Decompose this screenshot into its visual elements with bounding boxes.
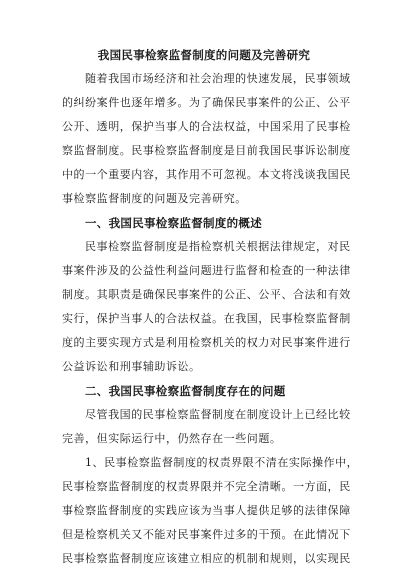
section1-line: 度的主要实现方式是利用检察机关的权力对民事案件进行 [62,336,351,349]
section1-line: 制度。其职责是确保民事案件的公正、公平、合法和有效 [62,288,351,301]
section2-line: 尽管我国的民事检察监督制度在制度设计上已经比较 [85,408,351,421]
intro-line: 的纠纷案件也逐年增多。为了确保民事案件的公正、公平 [62,96,351,109]
intro-line: 公开、透明，保护当事人的合法权益，中国采用了民事检 [62,120,351,133]
intro-line: 随着我国市场经济和社会治理的快速发展，民事领域 [85,72,351,85]
section1-line: 事案件涉及的公益性利益问题进行监督和检查的一种法律 [62,264,351,277]
intro-line: 中的一个重要内容，其作用不可忽视。本文将浅谈我国民 [62,168,351,181]
intro-line: 察监督制度。民事检察监督制度是目前我国民事诉讼制度 [62,144,351,157]
intro-line: 事检察监督制度的问题及完善研究。 [62,192,247,205]
section1-line: 公益诉讼和刑事辅助诉讼。 [62,360,201,373]
section2-line: 1、民事检察监督制度的权责界限不清在实际操作中， [85,456,359,469]
section2-line: 事检察监督制度的实践应该为当事人提供足够的法律保障 [62,504,351,517]
section2-line: 民事检察监督制度应该建立相应的机制和规则，以实现民 [62,552,351,565]
section2-line: 民事检察监督制度的权责界限并不完全清晰。一方面，民 [62,480,351,493]
section2-line: 完善，但实际运行中，仍然存在一些问题。 [62,432,282,445]
section-heading-1: 一、我国民事检察监督制度的概述 [85,216,262,230]
section-heading-2: 二、我国民事检察监督制度存在的问题 [85,384,286,398]
document-title: 我国民事检察监督制度的问题及完善研究 [97,48,311,62]
section1-line: 民事检察监督制度是指检察机关根据法律规定，对民 [85,240,351,253]
section1-line: 实行，保护当事人的合法权益。在我国，民事检察监督制 [62,312,351,325]
section2-line: 但是检察机关又不能对民事案件过多的干预。在此情况下 [62,528,351,541]
